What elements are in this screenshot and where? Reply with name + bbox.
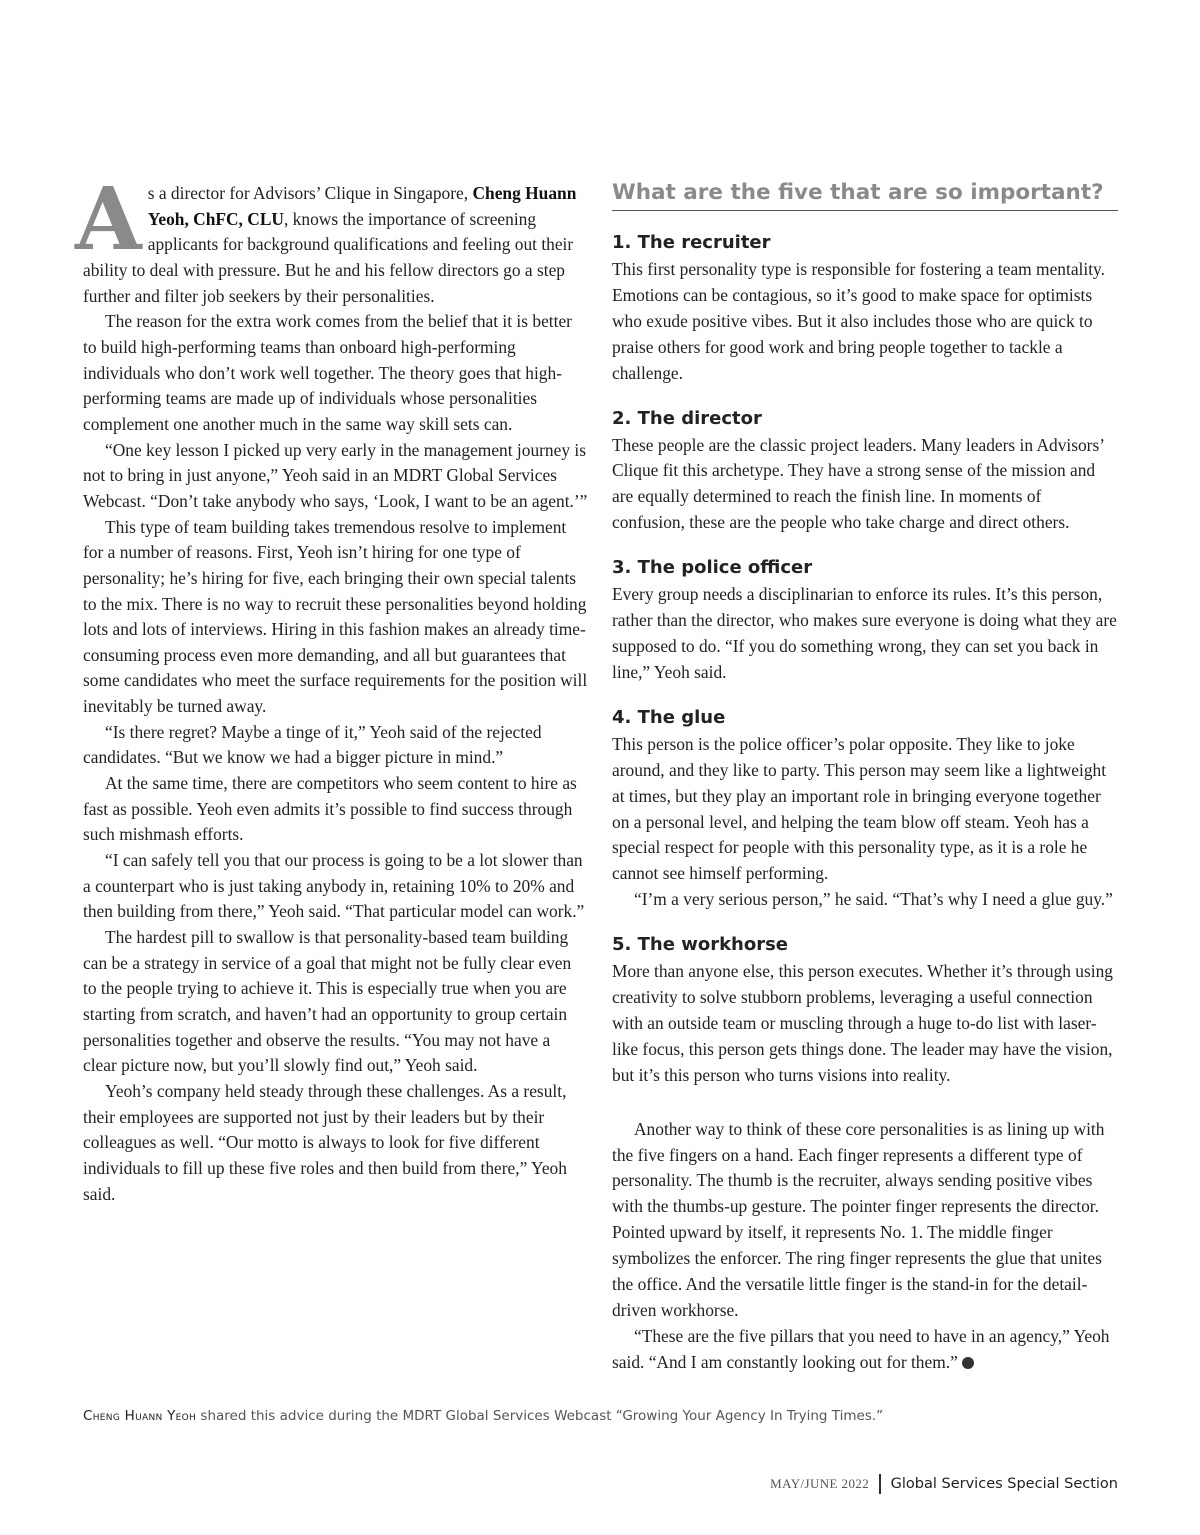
article-paragraph: “I can safely tell you that our process is going to be a lot slower than a counterpart who is just taking anybody in, retaining 10% to 20% and then building from there,” Yeoh said. “That particular model can work.”: [83, 850, 585, 922]
section-name: Global Services Special Section: [890, 1476, 1118, 1492]
article-intro: [75, 169, 588, 309]
personality-description: This person is the police officer’s polar opposite. They like to joke around, and they like to party. This person may seem like a lightweight at times, but they play an important role in bringing everyone together on a personal level, and helping the team blow off steam. Yeoh has a special respect for people with this personality type, as it is a role he cannot see himself performing.: [612, 733, 1107, 884]
personality-heading: 1. The recruiter: [612, 232, 771, 253]
credit-name: Cheng Huann Yeoh: [83, 1408, 197, 1424]
personality-description: This first personality type is responsible for fostering a team mentality. Emotions can be contagious, so it’s good to make space for optimists who exude positive vibes. But it also includes those who are quick to praise others for good work and bring people together to tackle a challenge.: [612, 259, 1105, 383]
personality-description: These people are the classic project leaders. Many leaders in Advisors’ Clique fit this archetype. They have a strong sense of the mission and are equally determined to reach the finish line. In moments of confusion, these are the people who take charge and direct others.: [612, 434, 1104, 533]
article-paragraph: The hardest pill to swallow is that personality-based team building can be a strategy in service of a goal that might not be fully clear even to the people trying to achieve it. This is especially true when you are starting from scratch, and haven’t had an opportunity to group certain personalities together and observe the results. “You may not have a clear picture now, but you’ll slowly find out,” Yeoh said.: [83, 927, 572, 1076]
personality-quote: “I’m a very serious person,” he said. “That’s why I need a glue guy.”: [634, 889, 1113, 910]
personality-heading: 4. The glue: [612, 706, 726, 728]
personality-heading: 2. The director: [612, 407, 762, 429]
issue-date: MAY/JUNE 2022: [770, 1476, 870, 1491]
article-paragraph: Yeoh’s company held steady through these challenges. As a result, their employees are supported not just by their leaders but by their colleagues as well. “Our motto is always to look for five different individuals to fill up these five roles and then build from there,” Yeoh said.: [83, 1080, 567, 1204]
closing-quote: [612, 1324, 1118, 1376]
personality-description: More than anyone else, this person executes. Whether it’s through using creativity to solve stubborn problems, leveraging a useful connection with an outside team or muscling through a huge to-do list with laser-like focus, this person gets things done. The leader may have the vision, but it’s this person who turns visions into reality.: [612, 961, 1113, 1085]
article-paragraph: The reason for the extra work comes from the belief that it is better to build high-performing teams than onboard high-performing individuals who don’t work well together. The theory goes that high-performing teams are made up of individuals whose personalities complement one another much in the same way skill sets can.: [83, 311, 572, 434]
footer-divider: [879, 1474, 881, 1494]
end-mark-icon: [962, 1357, 974, 1369]
personality-heading: 5. The workhorse: [612, 934, 789, 956]
article-paragraph: At the same time, there are competitors who seem content to hire as fast as possible. Yeoh even admits it’s possible to find success through such mishmash efforts.: [83, 773, 577, 845]
credit-text: shared this advice during the MDRT Global Services Webcast “Growing Your Agency In Trying Times.”: [196, 1408, 884, 1424]
closing-paragraph: Another way to think of these core personalities is as lining up with the five fingers on a hand. Each finger represents a different type of personality. The thumb is the recruiter, always sending positive vibes with the thumbs-up gesture. The pointer finger represents the director. Pointed upward by itself, it represents No. 1. The middle finger symbolizes the enforcer. The ring finger represents the glue that unites the office. And the versatile little finger is the stand-in for the detail-driven workhorse.: [612, 1118, 1105, 1320]
drop-cap: A: [75, 169, 142, 270]
article-paragraph: “Is there regret? Maybe a tinge of it,” Yeoh said of the rejected candidates. “But we know we had a bigger picture in mind.”: [83, 721, 542, 768]
personality-heading: 3. The police officer: [612, 557, 813, 579]
intro-text-end: , knows the importance of screening applicants for background qualifications and feeling out their ability to deal with pressure. But he and his fellow directors go a step further and filter job seekers by their personalities.: [83, 208, 574, 306]
intro-text-start: s a director for Advisors’ Clique in Singapore,: [147, 183, 473, 203]
closing-quote-text: “These are the five pillars that you need to have in an agency,” Yeoh said. “And I am constantly looking out for them.”: [612, 1325, 1110, 1372]
page-footer: [770, 1472, 1118, 1496]
personality-description: Every group needs a disciplinarian to enforce its rules. It’s this person, rather than the director, who makes sure everyone is doing what they are supposed to do. “If you do something wrong, they can set you back in line,” Yeoh said.: [612, 584, 1117, 682]
article-body: [75, 169, 588, 1207]
sidebar: [612, 178, 1118, 1376]
author-name: Cheng Huann Yeoh, ChFC, CLU: [147, 183, 577, 229]
article-paragraph: “One key lesson I picked up very early in the management journey is not to bring in just anyone,” Yeoh said in an MDRT Global Services Webcast. “Don’t take anybody who says, ‘Look, I want to be an agent.’”: [83, 439, 588, 511]
sidebar-title: What are the five that are so important?: [612, 178, 1118, 211]
article-paragraph: This type of team building takes tremendous resolve to implement for a number of reasons. First, Yeoh isn’t hiring for one type of personality; he’s hiring for five, each bringing their own special talents to the mix. There is no way to recruit these personalities beyond holding lots and lots of interviews. Hiring in this fashion makes an already time-consuming process even more demanding, and all but guarantees that some candidates who meet the surface requirements for the position will inevitably be turned away.: [83, 516, 588, 717]
author-credit: [83, 1404, 1123, 1428]
